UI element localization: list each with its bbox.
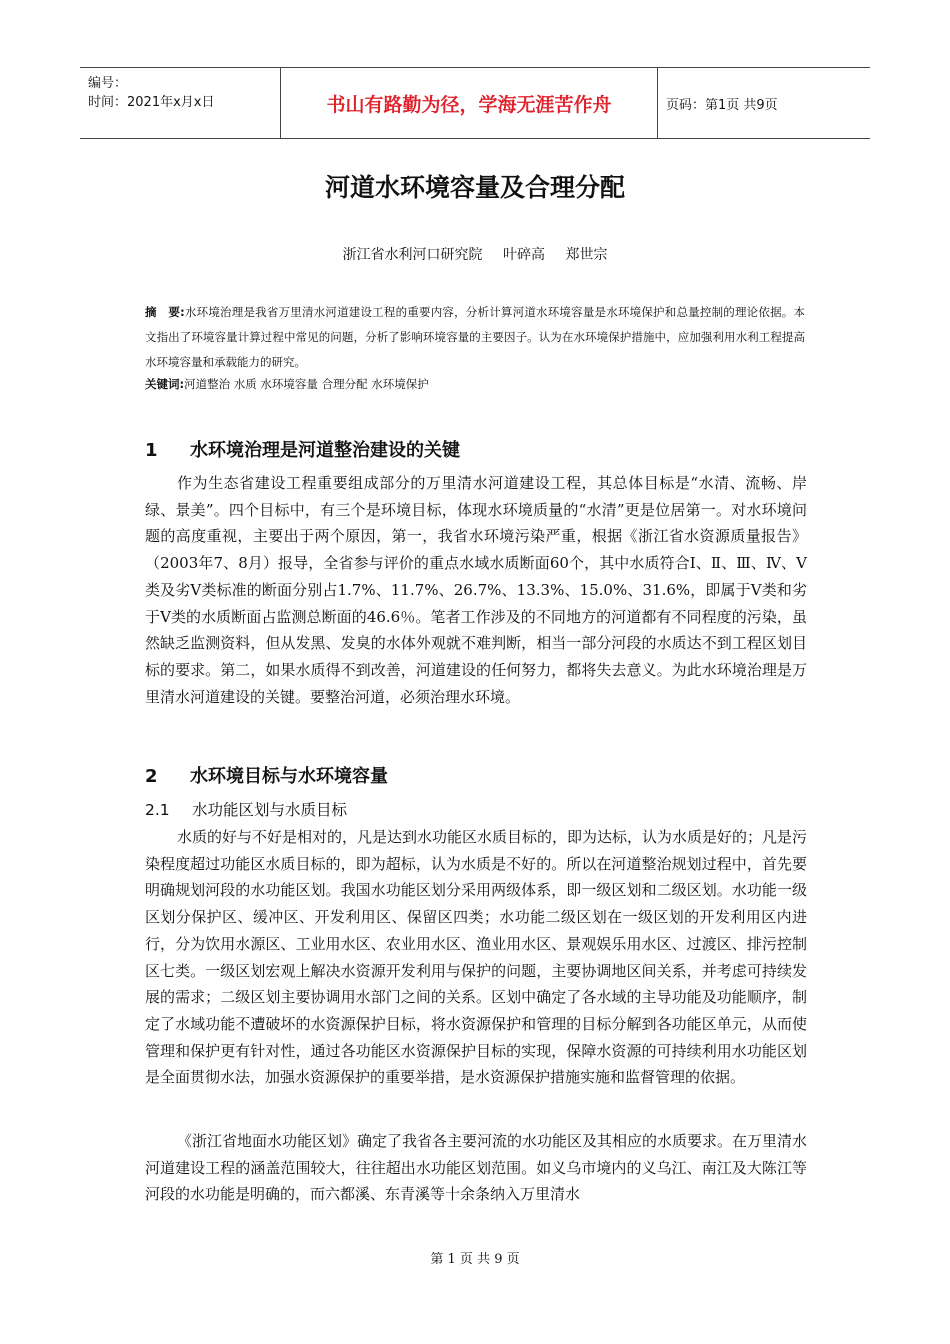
- section-2-number: 2: [145, 766, 158, 787]
- document-title: 河道水环境容量及合理分配: [324, 173, 625, 202]
- section-1-paragraph: 作为生态省建设工程重要组成部分的万里清水河道建设工程，其总体目标是“水清、流畅、岸绿、景美”。四个目标中，有三个是环境目标，体现水环境质量的“水清”更是位居第一。对水环境问题的高度重视，主要出于两个原因，第一，我省水环境污染严重，根据《浙江省水资源质量报告》（2003年7、8月）报导，全省参与评价的重点水域水质断面60个，其中水质符合Ⅰ、Ⅱ、Ⅲ、Ⅳ、Ⅴ类及劣Ⅴ类标准的断面分别占1.7%、11.7%、26.7%、13.3%、15.0%、31.6%，即属于Ⅴ类和劣于Ⅴ类的水质断面占监测总断面的46.6％。笔者工作涉及的不同地方的河道都有不同程度的污染，虽然缺乏监测资料，但从发黑、发臭的水体外观就不难判断，相当一部分河段的水质达不到工程区划目标的要求。第二，如果水质得不到改善，河道建设的任何努力，都将失去意义。为此水环境治理是万里清水河道建设的关键。要整治河道，必须治理水环境。: [145, 474, 807, 706]
- section-1-heading: [145, 436, 460, 462]
- section-1-title: 水环境治理是河道整治建设的关键: [190, 440, 460, 461]
- author-line: [0, 244, 950, 264]
- header-page-info: 页码：第1页 共9页: [666, 97, 778, 113]
- section-2-heading: [145, 762, 388, 788]
- subsection-2-1-paragraph-1: 水质的好与不好是相对的，凡是达到水功能区水质目标的，即为达标，认为水质是好的；凡是污染程度超过功能区水质目标的，即为超标，认为水质是不好的。所以在河道整治规划过程中，首先要明确规划河段的水功能区划。我国水功能区划分采用两级体系，即一级区划和二级区划。水功能一级区划分保护区、缓冲区、开发利用区、保留区四类；水功能二级区划在一级区划的开发利用区内进行，分为饮用水源区、工业用水区、农业用水区、渔业用水区、景观娱乐用水区、过渡区、排污控制区七类。一级区划宏观上解决水资源开发利用与保护的问题，主要协调地区间关系，并考虑可持续发展的需求；二级区划主要协调用水部门之间的关系。区划中确定了各水域的主导功能及功能顺序，制定了水域功能不遭破坏的水资源保护目标，将水资源保护和管理的目标分解到各功能区单元，从而使管理和保护更有针对性，通过各功能区水资源保护目标的实现，保障水资源的可持续利用水功能区划是全面贯彻水法，加强水资源保护的重要举措，是水资源保护措施实施和监督管理的依据。: [145, 828, 808, 1087]
- page-footer: 第 1 页 共 9 页: [430, 1252, 520, 1267]
- author-name-2: 郑世宗: [565, 247, 608, 263]
- author-name-1: 叶碎高: [503, 247, 545, 263]
- section-2-title: 水环境目标与水环境容量: [190, 766, 388, 787]
- abstract-label: 摘 要:: [145, 305, 185, 319]
- header-motto-cell: [280, 68, 658, 138]
- keywords-label: 关键词:: [145, 377, 185, 391]
- abstract-text: 水环境治理是我省万里清水河道建设工程的重要内容，分析计算河道水环境容量是水环境保护和总量控制的理论依据。本文指出了环境容量计算过程中常见的问题，分析了影响环境容量的主要因子。认为在水环境保护措施中，应加强利用水利工程提高水环境容量和承载能力的研究。: [145, 305, 805, 369]
- subsection-2-1-number: 2.1: [145, 801, 170, 819]
- document-time-label: 时间：2021年x月x日: [88, 95, 215, 110]
- subsection-2-1-title: 水功能区划与水质目标: [192, 801, 348, 819]
- abstract: [145, 300, 805, 375]
- keywords-text: 河道整治 水质 水环境容量 合理分配 水环境保护: [184, 377, 429, 391]
- section-1-number: 1: [145, 440, 158, 461]
- author-institution: 浙江省水利河口研究院: [342, 247, 483, 263]
- header-motto: 书山有路勤为径，学海无涯苦作舟: [326, 93, 612, 116]
- document-number-label: 编号：: [88, 76, 128, 91]
- header-page-cell: [658, 68, 870, 138]
- header-table: [80, 67, 870, 139]
- header-left-cell: [80, 68, 280, 138]
- keywords: [145, 373, 805, 395]
- subsection-2-1-heading: [145, 798, 347, 820]
- subsection-2-1-paragraph-2: 《浙江省地面水功能区划》确定了我省各主要河流的水功能区及其相应的水质要求。在万里清水河道建设工程的涵盖范围较大，往往超出水功能区划范围。如义乌市境内的义乌江、南江及大陈江等河段的水功能是明确的，而六都溪、东青溪等十余条纳入万里清水: [145, 1132, 808, 1204]
